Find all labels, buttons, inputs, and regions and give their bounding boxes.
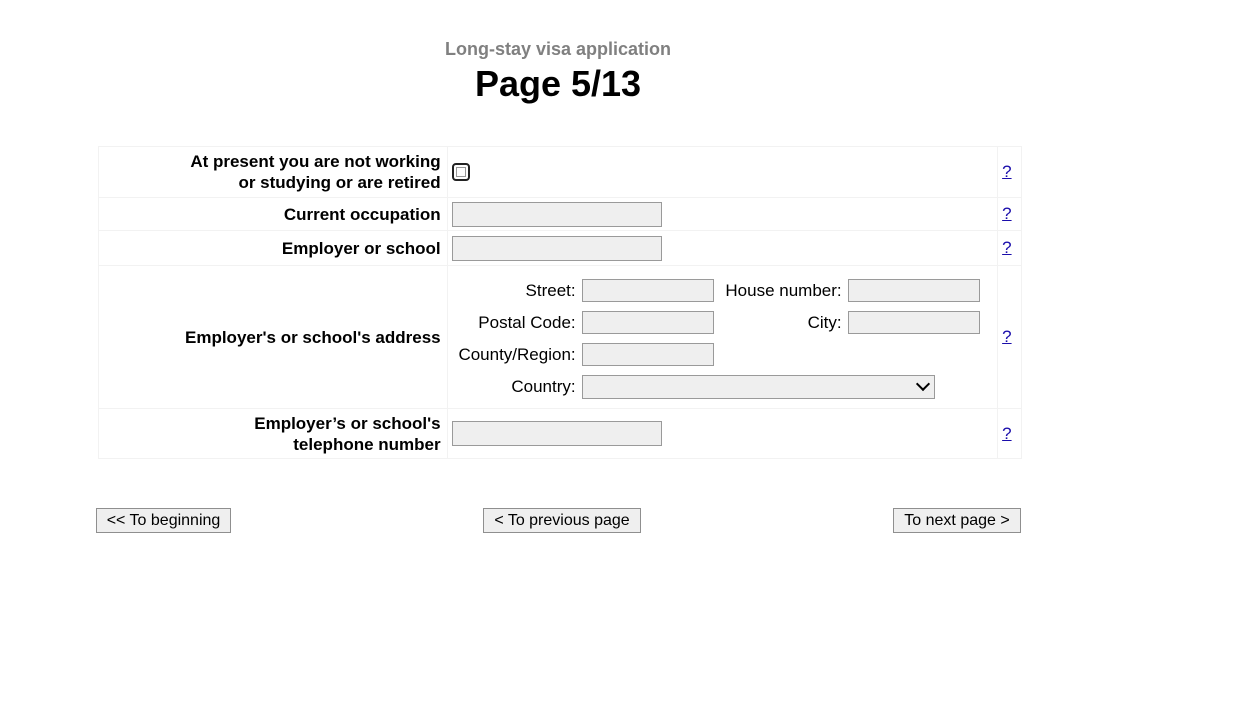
- not-working-label: At present you are not working or studying or are retired: [99, 147, 448, 198]
- not-working-checkbox[interactable]: [452, 163, 470, 181]
- row-occupation: [99, 198, 1022, 231]
- employer-label: Employer or school: [99, 231, 448, 266]
- row-employer: [99, 231, 1022, 266]
- house-number-label: House number:: [725, 281, 842, 300]
- help-link-address[interactable]: ?: [1002, 327, 1012, 346]
- telephone-input[interactable]: [452, 421, 662, 446]
- to-previous-page-button[interactable]: < To previous page: [483, 508, 641, 533]
- street-label: Street:: [525, 281, 576, 300]
- help-link-employer[interactable]: ?: [1002, 238, 1012, 257]
- row-address: [99, 266, 1022, 409]
- house-number-input[interactable]: [848, 279, 980, 302]
- county-input[interactable]: [582, 343, 714, 366]
- country-label: Country:: [511, 377, 576, 396]
- street-input[interactable]: [582, 279, 714, 302]
- county-label: County/Region:: [458, 345, 576, 364]
- postal-code-label: Postal Code:: [478, 313, 576, 332]
- row-telephone: [99, 409, 1022, 459]
- country-select[interactable]: [582, 375, 935, 399]
- page-title: Page 5/13: [474, 63, 642, 104]
- employer-input[interactable]: [452, 236, 662, 261]
- occupation-label: Current occupation: [99, 198, 448, 231]
- city-input[interactable]: [848, 311, 980, 334]
- postal-code-input[interactable]: [582, 311, 714, 334]
- address-label: Employer's or school's address: [99, 266, 448, 409]
- row-not-working: [99, 147, 1022, 198]
- help-link-telephone[interactable]: ?: [1002, 423, 1012, 443]
- address-grid: [448, 266, 997, 408]
- form-table: [98, 146, 1022, 459]
- city-label: City:: [807, 313, 842, 332]
- help-link-occupation[interactable]: ?: [1002, 204, 1012, 223]
- help-link-not-working[interactable]: ?: [1002, 162, 1012, 181]
- occupation-input[interactable]: [452, 202, 662, 227]
- chevron-down-icon: [916, 377, 930, 391]
- telephone-label: Employer’s or school's telephone number: [99, 409, 448, 459]
- app-title: Long-stay visa application: [444, 39, 672, 59]
- to-next-page-button[interactable]: To next page >: [893, 508, 1021, 533]
- to-beginning-button[interactable]: << To beginning: [96, 508, 231, 533]
